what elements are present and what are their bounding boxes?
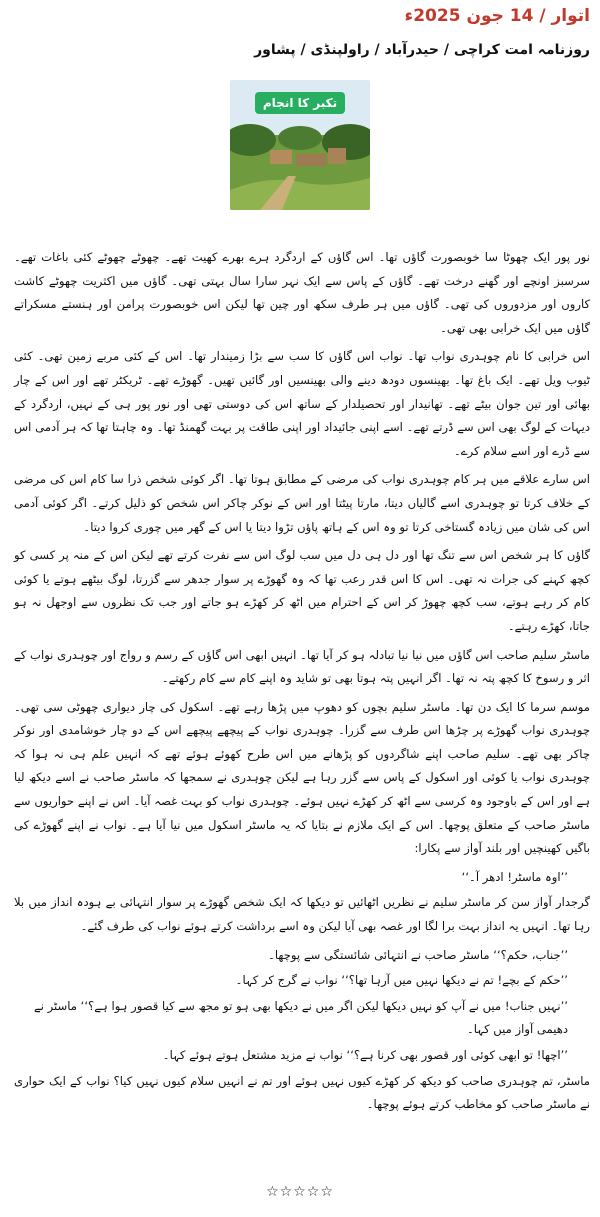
- article-body: [14, 246, 590, 1122]
- dialogue-line: ’’حکم کے بچے! تم نے دیکھا نہیں میں آرہا تھا؟‘‘ نواب نے گرج کر کہا۔: [235, 973, 568, 988]
- article-paragraph: موسم سرما کا ایک دن تھا۔ ماسٹر سلیم بچوں کو دھوپ میں پڑھا رہے تھے۔ اسکول کی چار دیواری چھوٹی سی تھی۔ چوہدری نواب گھوڑے پر چڑھا اس طرف سے گزرا۔ چوہدری نواب کے پیچھے پیچھے اس کے دو چار خوشامدی اور نوکر چاکر بھی تھے۔ سلیم صاحب اپنے شاگردوں کو پڑھانے میں اس طرح کھوئے ہوئے تھے کہ انہیں علم ہی نہ ہوا کہ چوہدری نواب یا کوئی اور اسکول کے پاس سے گزر رہا ہے لیکن چوہدری نے سمجھا کہ ماسٹر صاحب نے اسے دیکھ لیا ہے اور اس کے باوجود وہ کرسی سے اٹھ کر کھڑے نہیں ہوئے۔ چوہدری نواب کو بہت غصہ آیا۔ اس نے اپنے حواریوں سے ماسٹر صاحب کے متعلق پوچھا۔ اس کے ایک ملازم نے بتایا کہ یہ ماسٹر اسکول میں نیا آیا ہے۔ نواب نے اپنے گھوڑے کی باگیں کھینچیں اور بلند آواز سے پکارا:: [14, 699, 590, 856]
- article-paragraph: گرجدار آواز سن کر ماسٹر سلیم نے نظریں اٹھائیں تو دیکھا کہ ایک شخص گھوڑے پر سوار انتہائی بے ہودہ انداز میں بلا رہا تھا۔ انہیں یہ انداز بہت برا لگا اور غصہ بھی آیا لیکن وہ اسے برداشت کرتے ہوئے نواب کی طرف گئے۔: [14, 895, 590, 934]
- dialogue-line: ’’اوہ ماسٹر! ادھر آ۔‘‘: [461, 869, 568, 884]
- dialogue-line: ’’اچھا! تو ابھی کوئی اور قصور بھی کرنا ہے؟‘‘ نواب نے مزید مشتعل ہوتے ہوئے کہا۔: [162, 1048, 568, 1062]
- end-stars: ☆☆☆☆☆: [266, 1184, 334, 1200]
- dialogue-line: ’’نہیں جناب! میں نے آپ کو نہیں دیکھا لیکن اگر میں نے دیکھا بھی ہو تو مجھ سے کیا قصور ہوا ہے؟‘‘ ماسٹر نے دھیمی آواز میں کہا۔: [33, 998, 568, 1037]
- article-paragraph: نور پور ایک چھوٹا سا خوبصورت گاؤں تھا۔ اس گاؤں کے اردگرد ہرے بھرے کھیت تھے۔ چھوٹے چھوٹے کئی باغات تھے۔ سرسبز اونچے اور گھنے درخت تھے۔ گاؤں کے پاس سے ایک نہر سارا سال بہتی تھی۔ گاؤں میں اکثریت چھوٹے کاشت کاروں اور مزدوروں کی تھی۔ گاؤں میں ہر طرف سکھ اور چین تھا لیکن اس خوبصورت پرامن اور ہنستے مسکراتے گاؤں میں ایک خرابی بھی تھی۔: [14, 250, 590, 335]
- publication-date: اتوار / 14 جون 2025ء: [404, 6, 590, 26]
- edition-line: روزنامہ امت کراچی / حیدرآباد / راولپنڈی / پشاور: [254, 42, 590, 58]
- hero-image: [230, 80, 370, 210]
- dialogue-line: ’’جناب، حکم؟‘‘ ماسٹر صاحب نے انتہائی شائستگی سے پوچھا۔: [268, 947, 568, 962]
- article-paragraph: اس خرابی کا نام چوہدری نواب تھا۔ نواب اس گاؤں کا سب سے بڑا زمیندار تھا۔ اس کے کئی مربے زمین تھی۔ کئی ٹیوب ویل تھے۔ ایک باغ تھا۔ بھینسوں دودھ دینے والی بھینسیں اور گائیں تھیں۔ گھوڑے تھے۔ ٹریکٹر تھے اور اس کے چار بھائی اور تین جوان بیٹے تھے۔ تھانیدار اور تحصیلدار کے ساتھ اس کی دوستی تھی اور نور پور ہی کے نہیں، اردگرد کے دیہات کے لوگ بھی اس سے ڈرتے تھے۔ اسے اپنی جائیداد اور اپنی طاقت پر بہت گھمنڈ تھا۔ وہ چاہتا تھا کہ ہر آدمی اس سے ڈرے اور اسے سلام کرے۔: [14, 349, 590, 458]
- article-paragraph: ماسٹر، تم چوہدری صاحب کو دیکھ کر کھڑے کیوں نہیں ہوئے اور تم نے انہیں سلام کیوں نہیں کیا؟ نواب کے ایک حواری نے ماسٹر صاحب کو مخاطب کرتے ہوئے پوچھا۔: [14, 1073, 590, 1112]
- article-paragraph: ماسٹر سلیم صاحب اس گاؤں میں نیا نیا تبادلہ ہو کر آیا تھا۔ انہیں ابھی اس گاؤں کے رسم و رواج اور چوہدری نواب کے اثر و رسوخ کا کچھ پتہ نہ تھا۔ اگر انہیں پتہ ہوتا بھی تو شاید وہ اپنے کام سے کام رکھتے۔: [14, 647, 590, 686]
- article-paragraph: گاؤں کا ہر شخص اس سے تنگ تھا اور دل ہی دل میں سب لوگ اس سے نفرت کرتے تھے لیکن اس کے منہ پر کسی کو کچھ کہنے کی جرات نہ تھی۔ اس کا اس قدر رعب تھا کہ وہ گھوڑے پر سوار جدھر سے گزرتا، لوگ بیٹھے ہوتے یا کوئی کام کر رہے ہوتے، سب کچھ چھوڑ کر اس کے احترام میں اٹھ کر کھڑے ہو جاتے اور جب تک نظروں سے اوجھل نہ ہو جاتا، کھڑے رہتے۔: [14, 548, 590, 633]
- article-paragraph: اس سارے علاقے میں ہر کام چوہدری نواب کی مرضی کے مطابق ہوتا تھا۔ اگر کوئی شخص ذرا سا کام اس کی مرضی کے خلاف کرتا تو چوہدری اسے گالیاں دیتا، مارتا پیٹتا اور اس کے نوکر چاکر اس شخص کو ذلیل کرتے۔ اگر کوئی آدمی اس کی شان میں زیادہ گستاخی کرتا تو وہ اس کے ہاتھ پاؤں تڑوا دیتا یا اس کے گھر میں چوری کروا دیتا۔: [14, 472, 590, 534]
- hero-title: تکبر کا انجام: [255, 92, 345, 114]
